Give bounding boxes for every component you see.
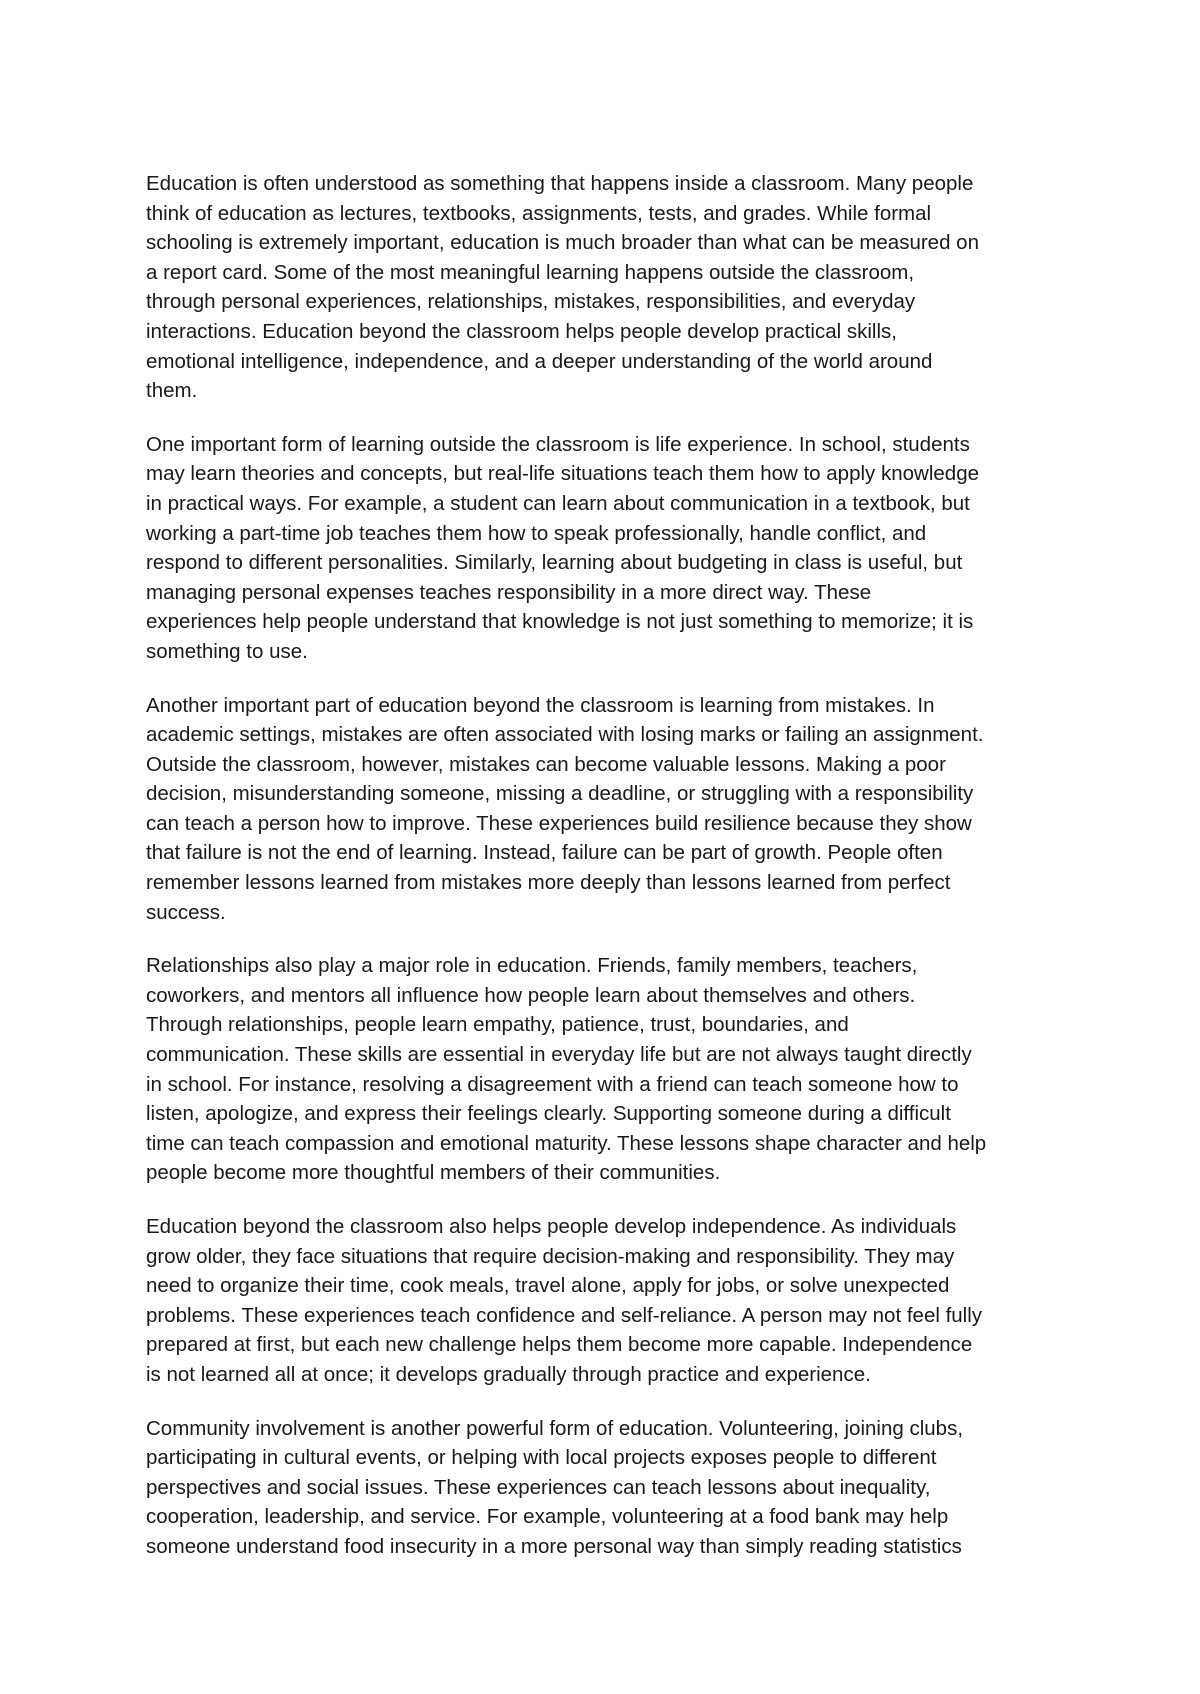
text-line: that failure is not the end of learning. Instead, failure can be part of growth. People often: [146, 841, 943, 865]
text-line: Education is often understood as something that happens inside a classroom. Many people: [146, 172, 974, 195]
text-line: Education beyond the classroom also helps people develop independence. As individuals: [146, 1215, 957, 1238]
text-line: Another important part of education beyond the classroom is learning from mistakes. In: [146, 693, 935, 717]
text-line: listen, apologize, and express their feelings clearly. Supporting someone during a difficult: [146, 1102, 951, 1126]
text-line: respond to different personalities. Similarly, learning about budgeting in class is useful, but: [146, 551, 963, 575]
text-line: can teach a person how to improve. These experiences build resilience because they show: [146, 811, 972, 835]
text-line: coworkers, and mentors all influence how people learn about themselves and others.: [146, 983, 916, 1007]
text-line: through personal experiences, relationships, mistakes, responsibilities, and everyday: [146, 290, 916, 314]
text-line: something to use.: [146, 639, 308, 663]
text-line: cooperation, leadership, and service. For example, volunteering at a food bank may help: [146, 1505, 949, 1529]
text-line: in school. For instance, resolving a disagreement with a friend can teach someone how to: [146, 1072, 959, 1096]
text-line: working a part-time job teaches them how to speak professionally, handle conflict, and: [146, 521, 927, 545]
text-line: may learn theories and concepts, but real-life situations teach them how to apply knowledge: [146, 462, 980, 486]
text-line: perspectives and social issues. These experiences can teach lessons about inequality,: [146, 1475, 931, 1499]
paragraph-6: [146, 1414, 1066, 1562]
text-line: managing personal expenses teaches responsibility in a more direct way. These: [146, 580, 872, 604]
text-line: need to organize their time, cook meals, travel alone, apply for jobs, or solve unexpected: [146, 1274, 950, 1298]
text-line: decision, misunderstanding someone, missing a deadline, or struggling with a responsibility: [146, 782, 974, 806]
text-line: communication. These skills are essential in everyday life but are not always taught directly: [146, 1043, 972, 1067]
text-line: grow older, they face situations that require decision-making and responsibility. They may: [146, 1244, 955, 1268]
text-line: academic settings, mistakes are often associated with losing marks or failing an assignment.: [146, 723, 984, 747]
paragraph-2: [146, 430, 1066, 667]
text-line: interactions. Education beyond the classroom helps people develop practical skills,: [146, 319, 897, 343]
text-line: Relationships also play a major role in education. Friends, family members, teachers,: [146, 954, 918, 978]
text-line: a report card. Some of the most meaningful learning happens outside the classroom,: [146, 260, 915, 284]
paragraph-3: [146, 691, 1066, 928]
text-line: is not learned all at once; it develops gradually through practice and experience.: [146, 1362, 871, 1386]
text-line: participating in cultural events, or helping with local projects exposes people to different: [146, 1446, 937, 1470]
text-line: experiences help people understand that knowledge is not just something to memorize; it is: [146, 610, 974, 634]
paragraph-1: [146, 169, 1066, 406]
text-line: in practical ways. For example, a student can learn about communication in a textbook, but: [146, 491, 970, 515]
text-line: One important form of learning outside the classroom is life experience. In school, students: [146, 432, 970, 456]
text-line: think of education as lectures, textbooks, assignments, tests, and grades. While formal: [146, 201, 932, 225]
document-body: [146, 169, 1066, 1586]
paragraph-4: [146, 951, 1066, 1188]
paragraph-5: [146, 1212, 1066, 1390]
text-line: them.: [146, 379, 198, 403]
text-line: success.: [146, 900, 226, 924]
text-line: schooling is extremely important, education is much broader than what can be measured on: [146, 231, 979, 255]
text-line: someone understand food insecurity in a more personal way than simply reading statistics: [146, 1534, 962, 1558]
text-line: Outside the classroom, however, mistakes can become valuable lessons. Making a poor: [146, 752, 946, 776]
text-line: problems. These experiences teach confidence and self-reliance. A person may not feel fully: [146, 1303, 983, 1327]
text-line: time can teach compassion and emotional maturity. These lessons shape character and help: [146, 1131, 987, 1155]
text-line: Community involvement is another powerful form of education. Volunteering, joining clubs,: [146, 1416, 964, 1440]
text-line: prepared at first, but each new challenge helps them become more capable. Independence: [146, 1333, 973, 1357]
text-line: remember lessons learned from mistakes more deeply than lessons learned from perfect: [146, 871, 951, 895]
text-line: emotional intelligence, independence, and a deeper understanding of the world around: [146, 349, 933, 373]
text-line: people become more thoughtful members of their communities.: [146, 1161, 721, 1185]
text-line: Through relationships, people learn empathy, patience, trust, boundaries, and: [146, 1013, 849, 1037]
